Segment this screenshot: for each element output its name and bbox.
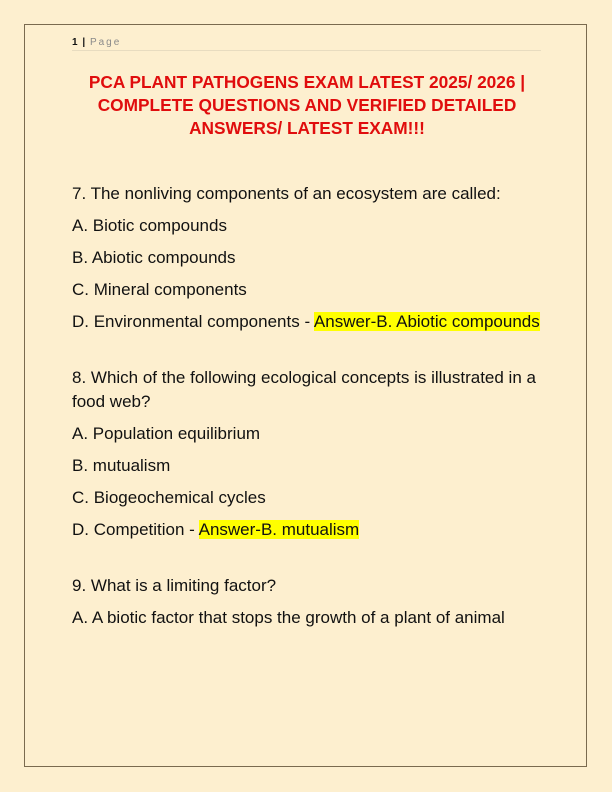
option: C. Biogeochemical cycles: [72, 488, 266, 507]
question-block: [72, 182, 542, 334]
document-title: PCA PLANT PATHOGENS EXAM LATEST 2025/ 2026 | COMPLETE QUESTIONS AND VERIFIED DETAILED ANSWERS/ LATEST EXAM!!!: [88, 72, 526, 138]
answer-highlight: Answer-B. Abiotic compounds: [313, 312, 540, 331]
option: A. A biotic factor that stops the growth of a plant of animal: [72, 608, 505, 627]
option: B. Abiotic compounds: [72, 248, 236, 267]
answer-highlight: Answer-B. mutualism: [198, 520, 360, 539]
page-number: 1: [72, 37, 78, 48]
option: A. Population equilibrium: [72, 424, 261, 443]
question-text: 7. The nonliving components of an ecosystem are called:: [72, 184, 501, 203]
option: D. Competition -: [72, 520, 199, 539]
option: D. Environmental components -: [72, 312, 314, 331]
page-label: Page: [89, 37, 122, 48]
option: C. Mineral components: [72, 280, 247, 299]
header-separator: |: [82, 37, 86, 48]
option: A. Biotic compounds: [72, 216, 227, 235]
question-text: 8. Which of the following ecological concepts is illustrated in a food web?: [72, 368, 536, 411]
question-text: 9. What is a limiting factor?: [72, 576, 277, 595]
page-header: [72, 36, 541, 51]
document-body: [72, 182, 542, 630]
question-block: [72, 366, 542, 542]
option-with-answer: [72, 310, 542, 334]
option-with-answer: [72, 518, 542, 542]
option: B. mutualism: [72, 456, 171, 475]
question-block: [72, 574, 542, 630]
